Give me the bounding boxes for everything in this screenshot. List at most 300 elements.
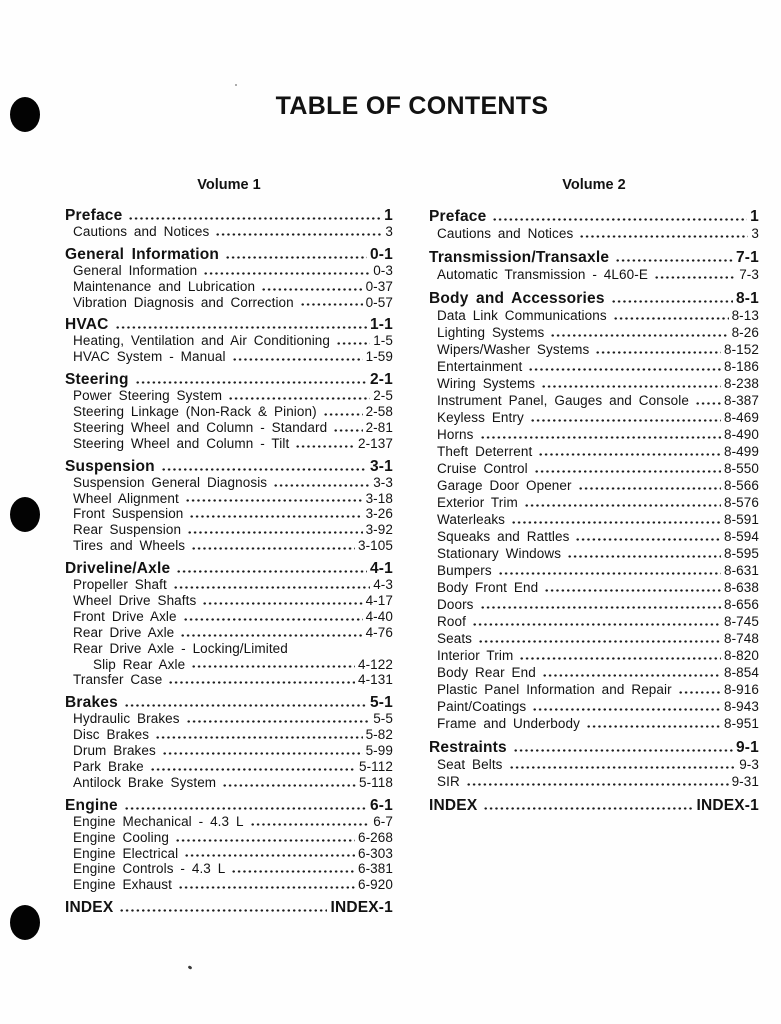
- toc-entry-label: Engine Cooling: [73, 829, 169, 845]
- dot-leader: [466, 773, 729, 790]
- dot-leader: [567, 545, 721, 562]
- toc-entry-label: Front Suspension: [73, 506, 184, 522]
- toc-entry: [65, 475, 393, 491]
- dot-leader: [176, 561, 367, 577]
- toc-entry-label: Vibration Diagnosis and Correction: [73, 294, 294, 310]
- dot-leader: [542, 664, 721, 681]
- dot-leader: [678, 681, 721, 698]
- dot-leader: [173, 577, 370, 593]
- toc-entry: [65, 830, 393, 846]
- toc-entry-label: Engine Mechanical - 4.3 L: [73, 813, 244, 829]
- toc-entry: [65, 404, 393, 420]
- toc-entry-page: 6-1: [369, 796, 393, 814]
- dot-leader: [492, 208, 747, 225]
- toc-entry-page: 3-18: [365, 490, 393, 506]
- toc-entry-label: Heating, Ventilation and Air Conditioning: [73, 333, 331, 349]
- toc-entry-label: Cautions and Notices: [437, 226, 574, 241]
- toc-entry: [65, 491, 393, 507]
- toc-entry-page: 0-37: [365, 278, 393, 294]
- dot-leader: [480, 596, 721, 613]
- volume-1-column: [65, 178, 393, 923]
- toc-entry: [429, 630, 759, 647]
- toc-entry-page: 1-1: [369, 316, 393, 334]
- dot-leader: [480, 426, 721, 443]
- dot-leader: [595, 341, 721, 358]
- dot-leader: [124, 695, 367, 711]
- dot-leader: [578, 477, 721, 494]
- toc-entry-page: 8-638: [723, 580, 759, 595]
- toc-entry-label: Disc Brakes: [73, 727, 150, 743]
- toc-section: [65, 247, 393, 311]
- toc-section: [429, 290, 759, 732]
- toc-entry-page: 8-550: [723, 461, 759, 476]
- toc-entry: [429, 341, 759, 358]
- toc-entry-label: Lighting Systems: [437, 325, 545, 340]
- dot-leader: [124, 798, 367, 814]
- toc-entry-page: 3-105: [357, 538, 393, 554]
- toc-entry-label: Maintenance and Lubrication: [73, 278, 256, 294]
- dot-leader: [186, 711, 371, 727]
- toc-entry: [429, 579, 759, 596]
- volume-2-sections: [429, 208, 759, 814]
- toc-entry: [429, 307, 759, 324]
- dot-leader: [180, 625, 362, 641]
- toc-entry-page: 4-40: [365, 608, 393, 624]
- toc-entry-page: 8-951: [723, 716, 759, 731]
- toc-entry-page: 6-920: [357, 877, 393, 893]
- volume-columns: [65, 178, 759, 923]
- toc-entry: [65, 609, 393, 625]
- toc-entry-label: Steering: [65, 371, 129, 389]
- toc-section-title: [65, 372, 393, 388]
- toc-entry: [65, 861, 393, 877]
- toc-entry-page: 4-17: [365, 592, 393, 608]
- toc-entry-page: 8-566: [723, 478, 759, 493]
- toc-entry: [65, 279, 393, 295]
- toc-entry-page: 6-381: [357, 861, 393, 877]
- toc-entry-label: Seats: [437, 631, 473, 646]
- toc-entry-page: 1: [750, 208, 759, 225]
- toc-section: [429, 739, 759, 790]
- dot-leader: [231, 861, 355, 877]
- toc-entry: [65, 420, 393, 436]
- dot-leader: [232, 349, 363, 365]
- toc-section: [65, 459, 393, 554]
- toc-entry-page: 3-92: [365, 522, 393, 538]
- toc-entry: [65, 522, 393, 538]
- toc-entry: [429, 358, 759, 375]
- toc-entry-label: Slip Rear Axle: [93, 656, 186, 672]
- toc-entry-page: 8-387: [723, 393, 759, 408]
- toc-section-title: [65, 798, 393, 814]
- dot-leader: [519, 647, 721, 664]
- dot-leader: [185, 491, 363, 507]
- toc-entry-page: 5-118: [358, 774, 393, 790]
- toc-entry: [65, 775, 393, 791]
- toc-entry-label: Steering Linkage (Non-Rack & Pinion): [73, 403, 317, 419]
- toc-section-title: [429, 797, 759, 814]
- dot-leader: [300, 295, 363, 311]
- toc-entry-label: Entertainment: [437, 359, 523, 374]
- toc-entry: [429, 392, 759, 409]
- volume-2-heading: Volume 2: [562, 177, 626, 193]
- dot-leader: [534, 460, 721, 477]
- dot-leader: [579, 225, 748, 242]
- toc-entry-label: Engine: [65, 796, 118, 814]
- toc-entry-page: 5-82: [365, 727, 393, 743]
- toc-entry-page: 8-152: [723, 342, 759, 357]
- volume-2-column: [429, 178, 759, 923]
- toc-entry-page: 3-26: [365, 506, 393, 522]
- toc-section-title: [429, 290, 759, 307]
- toc-section-title: [65, 459, 393, 475]
- toc-entry: [429, 443, 759, 460]
- toc-entry-page: 3-3: [373, 474, 393, 490]
- toc-entry-label: Paint/Coatings: [437, 699, 527, 714]
- toc-entry-label: Engine Exhaust: [73, 877, 172, 893]
- toc-entry: [65, 506, 393, 522]
- toc-entry-label: Drum Brakes: [73, 743, 156, 759]
- toc-entry-label: Steering Wheel and Column - Standard: [73, 419, 328, 435]
- dot-leader: [478, 630, 721, 647]
- toc-entry-page: 6-303: [357, 845, 393, 861]
- dot-leader: [532, 698, 721, 715]
- dot-leader: [135, 372, 367, 388]
- toc-entry-label: Preface: [65, 207, 123, 224]
- toc-entry: [429, 647, 759, 664]
- toc-entry-label: Hydraulic Brakes: [73, 711, 180, 727]
- toc-section-title: [65, 561, 393, 577]
- toc-entry-page: 2-5: [373, 388, 393, 404]
- toc-entry-page: 8-1: [735, 290, 759, 307]
- punch-hole: [10, 497, 40, 532]
- toc-entry-page: 5-112: [358, 759, 393, 774]
- toc-entry-page: 3: [751, 226, 759, 241]
- toc-entry: [429, 511, 759, 528]
- toc-entry-page: 5-99: [365, 743, 393, 759]
- dot-leader: [155, 727, 362, 743]
- toc-entry-page: 2-137: [357, 435, 393, 451]
- dot-leader: [530, 409, 721, 426]
- toc-entry-page: 6-268: [357, 829, 393, 845]
- toc-section: [65, 798, 393, 893]
- toc-entry-page: INDEX-1: [696, 797, 759, 814]
- toc-entry-page: 1-59: [365, 349, 393, 365]
- dot-leader: [184, 846, 355, 862]
- dot-leader: [203, 263, 370, 279]
- toc-entry: [65, 333, 393, 349]
- toc-entry: [429, 528, 759, 545]
- toc-entry-label: INDEX: [429, 797, 478, 814]
- scan-speck: [188, 965, 193, 970]
- toc-entry-label: Engine Electrical: [73, 845, 179, 861]
- toc-entry: [65, 814, 393, 830]
- toc-entry: [429, 545, 759, 562]
- dot-leader: [191, 538, 355, 554]
- toc-entry-page: 8-943: [723, 699, 759, 714]
- toc-entry-label: Data Link Communications: [437, 308, 607, 323]
- toc-entry-label: Brakes: [65, 694, 118, 712]
- toc-entry-label: Body Front End: [437, 580, 539, 595]
- dot-leader: [586, 715, 721, 732]
- toc-entry-page: 8-490: [723, 427, 759, 442]
- dot-leader: [336, 333, 370, 349]
- dot-leader: [483, 797, 693, 814]
- dot-leader: [187, 522, 363, 538]
- dot-leader: [161, 459, 367, 475]
- toc-entry-label: Plastic Panel Information and Repair: [437, 682, 672, 697]
- toc-entry: [65, 672, 393, 688]
- toc-entry-page: 2-1: [369, 371, 393, 389]
- toc-entry-page: 8-656: [723, 597, 759, 612]
- toc-entry-label: Propeller Shaft: [73, 577, 167, 593]
- toc-entry: [429, 613, 759, 630]
- toc-entry: [65, 743, 393, 759]
- toc-entry-label: Body Rear End: [437, 665, 536, 680]
- toc-entry-label: HVAC: [65, 316, 109, 334]
- scan-speck: [235, 84, 237, 86]
- toc-section-title: [429, 249, 759, 266]
- dot-leader: [695, 392, 721, 409]
- dot-leader: [498, 562, 721, 579]
- toc-entry-label: Theft Deterrent: [437, 444, 533, 459]
- toc-section-title: [65, 247, 393, 263]
- toc-entry-label: Wheel Alignment: [73, 490, 179, 506]
- dot-leader: [323, 404, 363, 420]
- toc-entry-label: Tires and Wheels: [73, 538, 186, 554]
- toc-entry: [429, 773, 759, 790]
- page-title: TABLE OF CONTENTS: [275, 92, 549, 120]
- toc-entry-page: 4-3: [373, 577, 393, 593]
- toc-entry: [429, 494, 759, 511]
- toc-entry: [65, 577, 393, 593]
- toc-section: [65, 561, 393, 688]
- toc-section: [429, 208, 759, 242]
- punch-hole: [10, 905, 40, 940]
- toc-entry: [65, 436, 393, 452]
- toc-entry-label: Suspension: [65, 457, 155, 475]
- dot-leader: [222, 775, 356, 791]
- toc-entry: [65, 759, 393, 775]
- dot-leader: [261, 279, 363, 295]
- dot-leader: [215, 224, 382, 240]
- toc-entry-label: Doors: [437, 597, 474, 612]
- dot-leader: [615, 249, 733, 266]
- toc-entry-label: Wiring Systems: [437, 376, 536, 391]
- toc-entry: [429, 664, 759, 681]
- toc-entry: [429, 681, 759, 698]
- toc-entry-page: 0-1: [369, 245, 393, 263]
- toc-entry-label: Rear Drive Axle: [73, 624, 175, 640]
- toc-entry: [429, 375, 759, 392]
- toc-entry-label: Power Steering System: [73, 388, 223, 404]
- toc-entry-label: Garage Door Opener: [437, 478, 572, 493]
- dot-leader: [544, 579, 721, 596]
- toc-entry: [65, 727, 393, 743]
- dot-leader: [541, 375, 721, 392]
- toc-entry-page: 8-595: [723, 546, 759, 561]
- toc-entry-page: 8-916: [723, 682, 759, 697]
- toc-entry-page: 4-131: [357, 672, 393, 688]
- dot-leader: [273, 475, 370, 491]
- toc-entry: [65, 846, 393, 862]
- toc-entry-label: Cautions and Notices: [73, 223, 210, 239]
- toc-entry-page: 7-1: [735, 249, 759, 266]
- dot-leader: [168, 672, 355, 688]
- toc-section-title: [65, 208, 393, 224]
- toc-section: [65, 900, 393, 916]
- dot-leader: [115, 317, 367, 333]
- toc-entry-label: Cruise Control: [437, 461, 528, 476]
- toc-entry-page: 4-76: [365, 624, 393, 640]
- dot-leader: [538, 443, 721, 460]
- toc-section-title: [429, 208, 759, 225]
- toc-entry-label: HVAC System - Manual: [73, 349, 226, 365]
- dot-leader: [509, 756, 737, 773]
- punch-hole: [10, 97, 40, 132]
- toc-section: [65, 695, 393, 790]
- toc-entry: [65, 538, 393, 554]
- toc-entry-page: INDEX-1: [330, 899, 393, 917]
- toc-entry-label: Preface: [429, 208, 487, 225]
- dot-leader: [524, 494, 721, 511]
- dot-leader: [178, 877, 355, 893]
- dot-leader: [511, 511, 721, 528]
- toc-section: [429, 249, 759, 283]
- toc-entry-label: General Information: [65, 245, 220, 263]
- page-content: [65, 92, 759, 923]
- toc-entry: [65, 711, 393, 727]
- toc-entry-page: 4-122: [357, 656, 393, 672]
- toc-entry-label: General Information: [73, 262, 198, 278]
- toc-entry: [429, 698, 759, 715]
- toc-entry-page: 8-13: [731, 308, 759, 323]
- toc-entry: [429, 562, 759, 579]
- toc-entry-label: Antilock Brake System: [73, 774, 217, 790]
- toc-entry-page: 4-1: [369, 560, 393, 578]
- toc-section-title: [429, 739, 759, 756]
- toc-entry-page: 3: [385, 223, 393, 239]
- toc-entry-label: Squeaks and Rattles: [437, 529, 570, 544]
- toc-entry-label: Bumpers: [437, 563, 492, 578]
- toc-entry-label: Suspension General Diagnosis: [73, 474, 268, 490]
- toc-entry-page: 8-576: [723, 495, 759, 510]
- toc-entry-label: Transmission/Transaxle: [429, 249, 610, 266]
- toc-entry-label: Transfer Case: [73, 672, 163, 688]
- toc-entry: [65, 349, 393, 365]
- toc-entry-label: Horns: [437, 427, 474, 442]
- toc-entry-label: Exterior Trim: [437, 495, 518, 510]
- toc-entry-page: 6-7: [373, 813, 393, 829]
- toc-entry-page: 8-854: [723, 665, 759, 680]
- toc-entry-page: 9-1: [735, 739, 759, 756]
- toc-entry-page: 8-745: [723, 614, 759, 629]
- toc-entry-page: 8-594: [723, 529, 759, 544]
- toc-entry: [429, 409, 759, 426]
- toc-entry-label: Interior Trim: [437, 648, 514, 663]
- dot-leader: [654, 266, 736, 283]
- toc-entry-label: Body and Accessories: [429, 290, 605, 307]
- toc-entry: [65, 657, 393, 673]
- toc-entry: [65, 877, 393, 893]
- toc-entry-label: Rear Suspension: [73, 522, 182, 538]
- toc-entry: [429, 426, 759, 443]
- dot-leader: [250, 814, 371, 830]
- toc-entry-page: 5-5: [373, 711, 393, 727]
- toc-entry: [65, 641, 393, 657]
- toc-entry-page: 9-31: [731, 774, 759, 789]
- dot-leader: [183, 609, 363, 625]
- toc-entry: [429, 756, 759, 773]
- toc-entry: [429, 596, 759, 613]
- dot-leader: [189, 506, 362, 522]
- dot-leader: [611, 290, 733, 307]
- toc-entry-page: 3-1: [369, 457, 393, 475]
- toc-entry-page: 9-3: [739, 757, 759, 772]
- toc-section: [65, 208, 393, 240]
- dot-leader: [472, 613, 721, 630]
- toc-entry-label: Seat Belts: [437, 757, 503, 772]
- toc-entry-page: 8-591: [723, 512, 759, 527]
- toc-entry-page: 5-1: [369, 694, 393, 712]
- toc-entry-label: Restraints: [429, 739, 507, 756]
- dot-leader: [225, 247, 367, 263]
- toc-entry: [65, 295, 393, 311]
- toc-entry: [429, 225, 759, 242]
- dot-leader: [613, 307, 729, 324]
- toc-entry-label: Automatic Transmission - 4L60-E: [437, 267, 648, 282]
- toc-entry-page: 2-58: [365, 403, 393, 419]
- toc-entry: [65, 625, 393, 641]
- toc-entry-label: Front Drive Axle: [73, 608, 177, 624]
- toc-section: [429, 797, 759, 814]
- toc-entry: [65, 388, 393, 404]
- toc-entry-label: Park Brake: [73, 759, 144, 774]
- dot-leader: [550, 324, 728, 341]
- toc-entry: [65, 224, 393, 240]
- toc-entry-page: 8-186: [723, 359, 759, 374]
- dot-leader: [191, 657, 355, 673]
- dot-leader: [162, 743, 363, 759]
- toc-entry-label: Waterleaks: [437, 512, 506, 527]
- dot-leader: [528, 358, 721, 375]
- toc-section-title: [65, 317, 393, 333]
- toc-entry-page: 8-499: [723, 444, 759, 459]
- toc-entry-page: 2-81: [365, 419, 393, 435]
- toc-entry-label: Instrument Panel, Gauges and Console: [437, 393, 689, 408]
- toc-entry-page: 8-748: [723, 631, 759, 646]
- toc-entry-label: SIR: [437, 774, 460, 789]
- toc-entry-label: INDEX: [65, 899, 114, 917]
- toc-entry-page: 7-3: [739, 267, 759, 282]
- toc-entry-label: Frame and Underbody: [437, 716, 580, 731]
- toc-section: [65, 372, 393, 452]
- toc-entry-label: Wipers/Washer Systems: [437, 342, 590, 357]
- toc-section-title: [65, 695, 393, 711]
- toc-entry-label: Steering Wheel and Column - Tilt: [73, 435, 290, 451]
- dot-leader: [575, 528, 720, 545]
- dot-leader: [175, 830, 355, 846]
- dot-leader: [295, 436, 355, 452]
- dot-leader: [119, 900, 327, 916]
- dot-leader: [333, 420, 362, 436]
- toc-entry: [429, 460, 759, 477]
- toc-entry-page: 0-3: [373, 262, 393, 278]
- dot-leader: [513, 739, 733, 756]
- toc-entry-label: Roof: [437, 614, 466, 629]
- toc-entry: [65, 263, 393, 279]
- toc-entry-page: 1: [384, 207, 393, 224]
